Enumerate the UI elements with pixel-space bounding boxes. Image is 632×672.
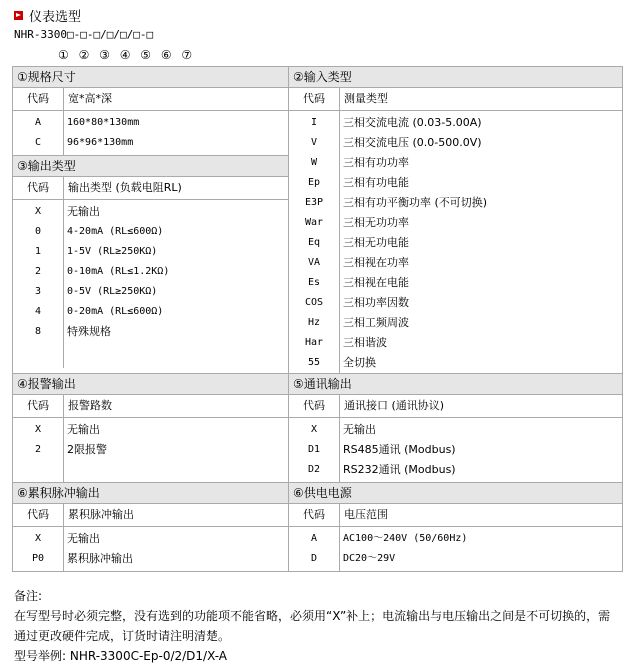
item-desc: 0-5V (RL≥250KΩ) [67,286,158,297]
list-item [289,529,622,549]
spec-table [12,66,623,572]
list-item [289,233,622,253]
size-header [13,88,288,111]
item-code: X [34,424,42,435]
item-code: A [310,533,318,544]
item-code: Ep [307,177,321,188]
list-item [289,333,622,353]
output-header [13,177,288,200]
item-code: W [310,157,318,168]
item-code: E3P [304,197,324,208]
item-code: Eq [307,237,321,248]
section-title-input: ②输入类型 [289,67,623,88]
item-desc: 全切换 [343,356,376,369]
item-desc: 96*96*130mm [67,137,134,148]
item-code: D [310,553,318,564]
col-code: 代码 [13,177,64,199]
list-item [289,133,622,153]
list-item [289,353,622,373]
item-code: 55 [307,357,321,368]
col-desc: 报警路数 [68,399,112,412]
alarm-header [13,395,288,418]
list-item [13,242,288,262]
item-desc: 三相有功功率 [343,156,409,169]
item-desc: 1-5V (RL≥250KΩ) [67,246,158,257]
alarm-list [13,418,288,482]
comm-list [289,418,622,482]
section-title-size: ①规格尺寸 [13,67,289,88]
input-header [289,88,622,111]
section-title-comm: ⑤通讯输出 [289,374,623,395]
item-desc: 0-10mA (RL≤1.2KΩ) [67,266,170,277]
item-code: D2 [307,464,321,475]
col-desc: 累积脉冲输出 [68,508,134,521]
input-list [289,111,622,373]
item-code: VA [307,257,321,268]
notes-line-2: 通过更改硬件完成，订货时请注明清楚。 [14,629,231,643]
item-code: D1 [307,444,321,455]
item-desc: RS485通讯 (Modbus) [343,443,456,456]
item-desc: 4-20mA (RL≤600Ω) [67,226,164,237]
col-desc: 电压范围 [344,508,388,521]
item-code: COS [304,297,324,308]
item-desc: DC20～29V [343,553,396,564]
page-title: 仪表选型 [29,9,82,25]
item-code: A [34,117,42,128]
item-desc: 三相有功平衡功率 (不可切换) [343,196,488,209]
item-desc: 三相谐波 [343,336,387,349]
item-code: 2 [34,444,42,455]
col-code: 代码 [13,504,64,526]
item-desc: 0-20mA (RL≤600Ω) [67,306,164,317]
comm-header [289,395,622,418]
list-item [289,313,622,333]
col-desc: 宽*高*深 [68,92,112,105]
item-desc: 三相工频周波 [343,316,409,329]
pulse-list [13,527,288,571]
item-code: 1 [34,246,42,257]
power-list [289,527,622,571]
pulse-header [13,504,288,527]
item-desc: 三相功率因数 [343,296,409,309]
arrow-icon [14,11,23,20]
section-title-output: ③输出类型 [13,155,288,177]
section-title-pulse: ⑥累积脉冲输出 [13,483,289,504]
list-item [13,549,288,569]
item-code: X [310,424,318,435]
notes-example: 型号举例: NHR-3300C-Ep-0/2/D1/X-A [14,649,227,663]
list-item [13,202,288,222]
list-item [289,193,622,213]
item-desc: 无输出 [67,532,100,545]
list-item [13,262,288,282]
list-item [13,420,288,440]
item-code: X [34,533,42,544]
list-item [13,322,288,342]
list-item [289,293,622,313]
item-desc: 无输出 [67,205,100,218]
model-code: NHR-3300□-□-□/□/□/□-□ [14,28,154,41]
size-list [13,111,288,155]
list-item [289,173,622,193]
item-desc: 三相无功电能 [343,236,409,249]
position-numbers: ① ② ③ ④ ⑤ ⑥ ⑦ [58,48,195,62]
list-item [13,282,288,302]
item-desc: 三相视在功率 [343,256,409,269]
item-code: Har [304,337,324,348]
list-item [289,460,622,480]
item-code: 0 [34,226,42,237]
item-code: P0 [31,553,45,564]
list-item [289,420,622,440]
notes-label: 备注: [14,589,43,603]
item-desc: AC100～240V (50/60Hz) [343,533,468,544]
item-code: Es [307,277,321,288]
item-desc: 无输出 [343,423,376,436]
page-header [14,6,81,24]
item-code: X [34,206,42,217]
col-code: 代码 [13,88,64,110]
col-desc: 测量类型 [344,92,388,105]
col-desc: 通讯接口 (通讯协议) [344,399,445,412]
list-item [289,153,622,173]
item-desc: 三相视在电能 [343,276,409,289]
col-code: 代码 [13,395,64,417]
col-code: 代码 [289,395,340,417]
output-list [13,200,288,368]
notes [14,586,624,666]
section-title-alarm: ④报警输出 [13,374,289,395]
item-code: V [310,137,318,148]
item-desc: 累积脉冲输出 [67,552,133,565]
item-desc: 2限报警 [67,443,107,456]
list-item [13,222,288,242]
list-item [289,549,622,569]
notes-line-1: 在写型号时必须完整，没有选到的功能项不能省略，必须用“X”补上；电流输出与电压输出之间是不可切换的，需 [14,609,611,623]
item-desc: 三相有功电能 [343,176,409,189]
list-item [13,529,288,549]
item-desc: 特殊规格 [67,325,111,338]
power-header [289,504,622,527]
section-title-power: ⑥供电电源 [289,483,623,504]
item-code: 2 [34,266,42,277]
col-code: 代码 [289,88,340,110]
item-code: 4 [34,306,42,317]
item-desc: 三相交流电压 (0.0-500.0V) [343,136,482,149]
list-item [13,133,288,153]
col-desc: 输出类型 (负载电阻RL) [68,181,182,194]
list-item [13,302,288,322]
list-item [13,440,288,460]
list-item [13,113,288,133]
list-item [289,253,622,273]
col-code: 代码 [289,504,340,526]
list-item [289,213,622,233]
item-desc: 三相无功功率 [343,216,409,229]
item-desc: 三相交流电流 (0.03-5.00A) [343,116,482,129]
item-desc: 160*80*130mm [67,117,140,128]
item-code: War [304,217,324,228]
list-item [289,273,622,293]
item-desc: 无输出 [67,423,100,436]
list-item [289,113,622,133]
item-code: Hz [307,317,321,328]
item-desc: RS232通讯 (Modbus) [343,463,456,476]
item-code: I [310,117,318,128]
list-item [289,440,622,460]
item-code: 3 [34,286,42,297]
item-code: 8 [34,326,42,337]
item-code: C [34,137,42,148]
